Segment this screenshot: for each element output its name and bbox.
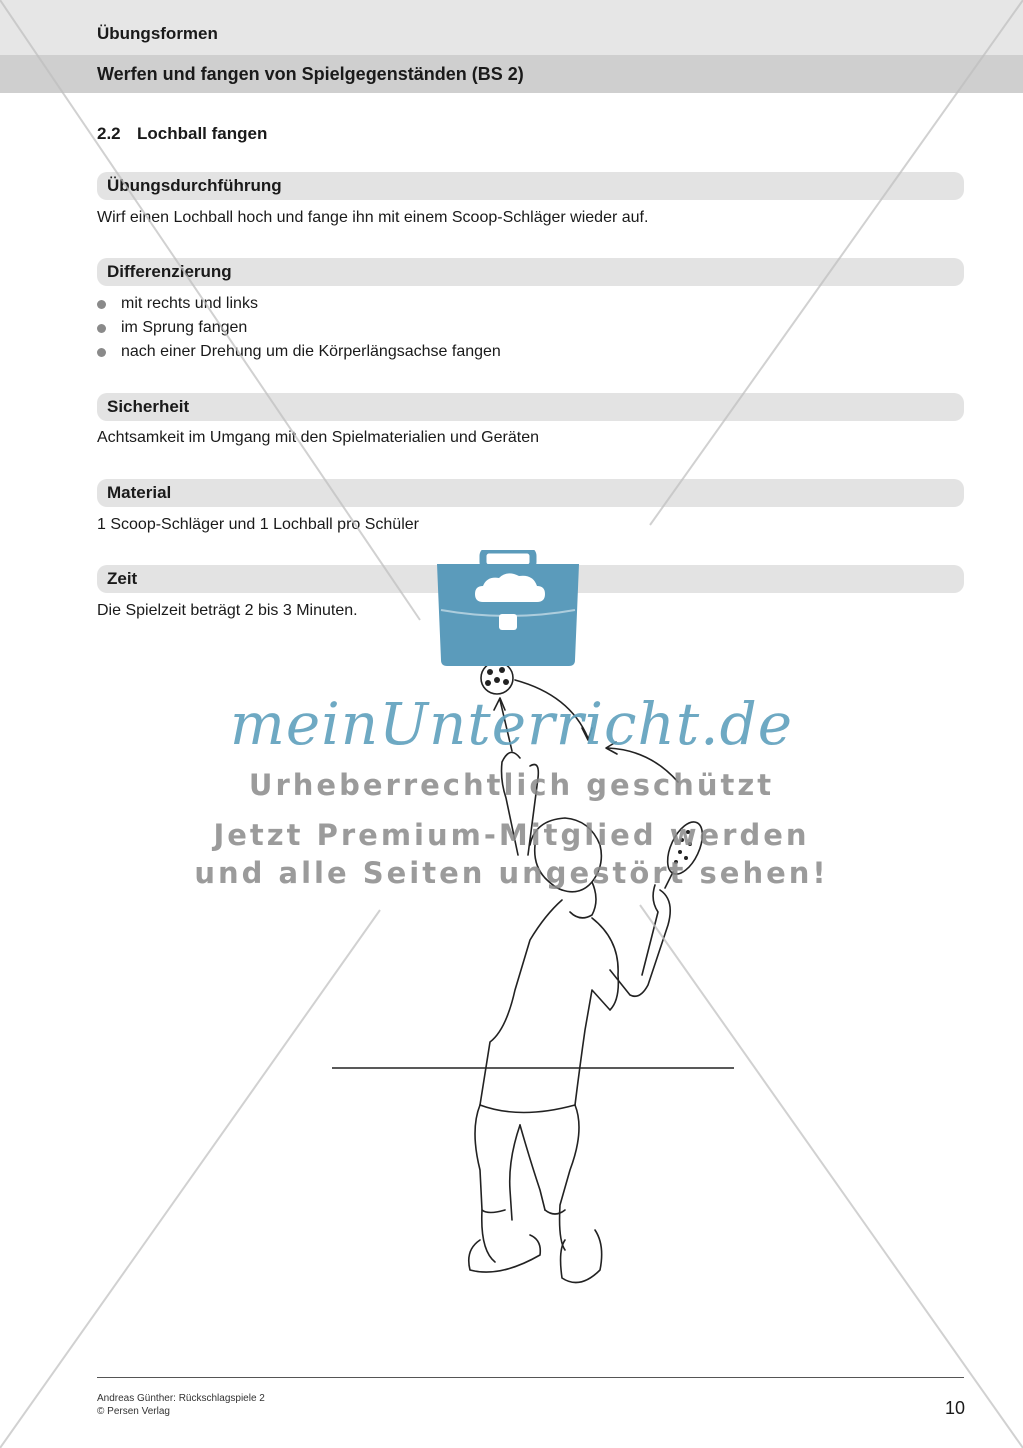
sicherheit-text: Achtsamkeit im Umgang mit den Spielmaterialien und Geräten [97,429,539,446]
zeit-heading: Zeit [97,565,964,593]
page-title: Werfen und fangen von Spielgegenständen (BS 2) [97,64,524,84]
differenzierung-heading: Differenzierung [97,258,964,286]
watermark-promo-line2: und alle Seiten ungestört sehen! [194,856,829,890]
bullet-icon [97,324,106,333]
footer-publisher: © Persen Verlag [97,1406,170,1417]
uebung-text: Wirf einen Lochball hoch und fange ihn mit einem Scoop-Schläger wieder auf. [97,209,649,226]
watermark-copyright: Urheberrechtlich geschützt [248,768,775,802]
footer-author: Andreas Günther: Rückschlagspiele 2 [97,1393,265,1404]
material-heading: Material [97,479,964,507]
list-item: im Sprung fangen [97,316,501,340]
page-number: 10 [944,1398,965,1418]
material-text: 1 Scoop-Schläger und 1 Lochball pro Schüler [97,516,419,533]
sicherheit-heading: Sicherheit [97,393,964,421]
section-number: 2.2 [97,124,121,143]
list-item: mit rechts und links [97,292,501,316]
watermark-brand: meinUnterricht.de [229,690,794,758]
uebung-heading: Übungsdurchführung [97,172,964,200]
header-category: Übungsformen [97,24,218,43]
zeit-text: Die Spielzeit beträgt 2 bis 3 Minuten. [97,602,358,619]
bullet-icon [97,300,106,309]
list-item: nach einer Drehung um die Körperlängsachse fangen [97,340,501,364]
watermark-promo-line1: Jetzt Premium-Mitglied werden [213,818,810,852]
bullet-icon [97,348,106,357]
footer-divider [97,1377,964,1378]
briefcase-icon [437,550,579,666]
section-title: Lochball fangen [137,124,268,143]
section-heading [97,124,267,144]
differenzierung-list [97,292,501,364]
